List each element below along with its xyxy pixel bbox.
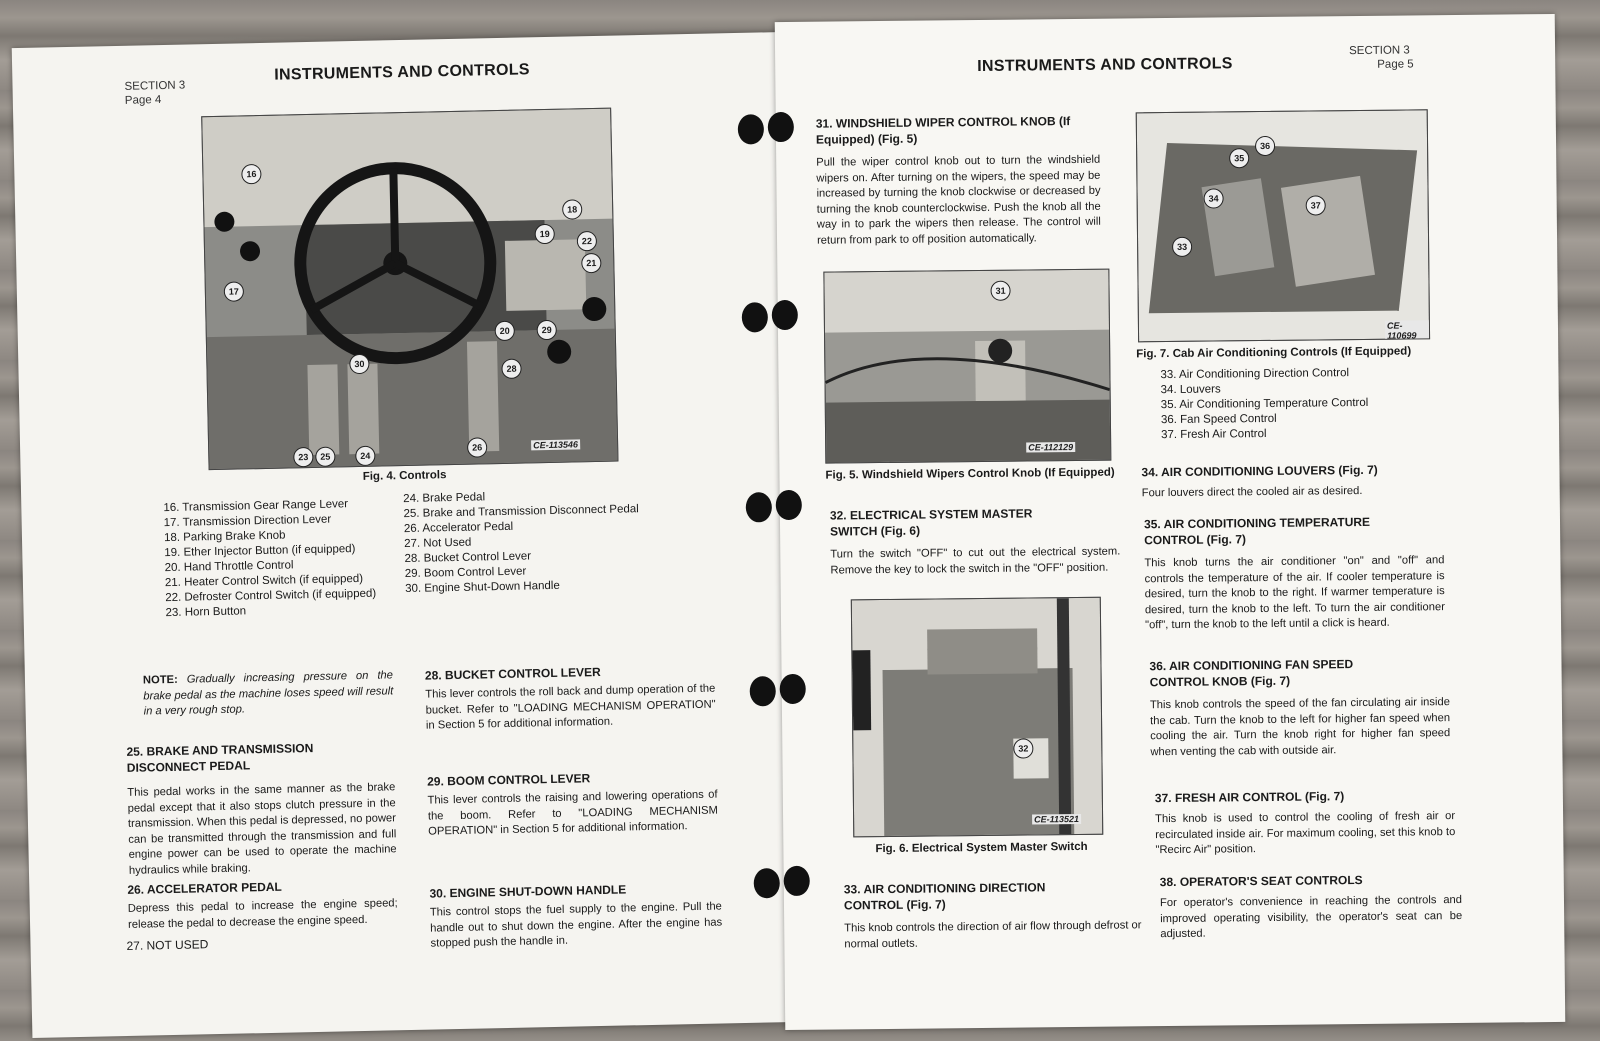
binder-hole — [776, 490, 802, 520]
body-34: Four louvers direct the cooled air as desired. — [1141, 484, 1363, 500]
heading-35: 35. AIR CONDITIONING TEMPERATURE CONTROL (Fig. 7) — [1143, 514, 1371, 548]
binder-hole — [772, 300, 798, 330]
callout-21: 21 — [581, 253, 601, 273]
binder-hole — [768, 112, 794, 142]
heading-29: 29. BOOM CONTROL LEVER — [427, 771, 591, 789]
fig4-controls-photo — [201, 108, 618, 471]
fig6-master-switch-photo — [851, 597, 1103, 838]
body-30: This control stops the fuel supply to the engine. Pull the handle out to shut down the engine. After the engine has stopped push the handle in. — [429, 900, 723, 950]
body-35: This knob turns the air conditioner "on" and "off" and controls the temperature of the air. If cooler temperature is desired, turn the knob to the right. If warmer temperature is desired, turn the knob to the left. To turn the air conditioner "off", turn the knob to the left until a click is heard. — [1144, 554, 1445, 632]
body-33: This knob controls the direction of air flow through defrost or normal outlets. — [844, 919, 1142, 950]
heading-27: 27. NOT USED — [126, 937, 209, 953]
fig6-caption: Fig. 6. Electrical System Master Switch — [875, 840, 1088, 856]
callout-36: 36 — [1255, 136, 1275, 156]
right-page — [775, 14, 1566, 1030]
callout-16: 16 — [241, 164, 261, 184]
page-title: INSTRUMENTS AND CONTROLS — [274, 61, 530, 84]
callout-19: 19 — [535, 224, 555, 244]
callout-17: 17 — [224, 281, 244, 301]
fig7-legend — [1160, 365, 1431, 443]
page-number: Page 4 — [124, 94, 162, 107]
callout-29: 29 — [537, 320, 557, 340]
callout-25: 25 — [315, 446, 335, 466]
callout-33: 33 — [1172, 237, 1192, 257]
callout-37: 37 — [1306, 195, 1326, 215]
list-item: 22. Defroster Control Switch (if equipped) — [165, 587, 377, 605]
list-item: 33. Air Conditioning Direction Control — [1160, 367, 1350, 382]
callout-26: 26 — [467, 437, 487, 457]
body-37: This knob is used to control the cooling of fresh air or recirculated inside air. For maximum cooling, set this knob to "Recirc Air" position. — [1155, 810, 1456, 857]
figure-code: CE-110699 — [1385, 320, 1429, 340]
list-item: 35. Air Conditioning Temperature Control — [1160, 396, 1369, 412]
binder-hole — [750, 676, 776, 706]
heading-36: 36. AIR CONDITIONING FAN SPEED CONTROL KNOB (Fig. 7) — [1149, 657, 1354, 690]
callout-18: 18 — [562, 199, 582, 219]
list-item: 28. Bucket Control Lever — [404, 550, 532, 566]
binder-hole — [738, 114, 764, 144]
callout-24: 24 — [355, 446, 375, 466]
callout-34: 34 — [1204, 188, 1224, 208]
list-item: 19. Ether Injector Button (if equipped) — [164, 543, 356, 560]
left-page — [12, 32, 803, 1038]
body-36: This knob controls the speed of the fan circulating air inside the cab. Turn the knob to the left for higher fan speed when cooling the air. Turn the knob right for higher fan speed when venting the cab with outside air. — [1149, 696, 1451, 758]
binder-hole — [780, 674, 806, 704]
list-item: 17. Transmission Direction Lever — [163, 513, 332, 530]
list-item: 20. Hand Throttle Control — [164, 559, 294, 575]
figure-code: CE-113546 — [533, 439, 579, 451]
section-label: SECTION 3 — [1349, 44, 1410, 58]
fig4-caption: Fig. 4. Controls — [362, 469, 447, 483]
list-item: 36. Fan Speed Control — [1160, 412, 1277, 427]
heading-26: 26. ACCELERATOR PEDAL — [127, 879, 282, 897]
body-28: This lever controls the roll back and dump operation of the bucket. Refer to "LOADING MECHANISM OPERATION" in Section 5 for additional information. — [425, 682, 716, 732]
list-item: 34. Louvers — [1160, 383, 1221, 397]
fig5-caption: Fig. 5. Windshield Wipers Control Knob (If Equipped) — [825, 466, 1115, 482]
heading-31: 31. WINDSHIELD WIPER CONTROL KNOB (If Equipped) (Fig. 5) — [815, 114, 1071, 147]
body-38: For operator's convenience in reaching the controls and improved operating visibility, the operator's seat can be adjusted. — [1159, 893, 1463, 941]
binder-hole — [742, 302, 768, 332]
list-item: 27. Not Used — [404, 536, 472, 551]
fig7-cab-ac-photo — [1136, 109, 1430, 342]
list-item: 18. Parking Brake Knob — [163, 529, 286, 545]
heading-38: 38. OPERATOR'S SEAT CONTROLS — [1159, 873, 1363, 890]
fig4-legend-col2 — [403, 486, 685, 597]
body-32: Turn the switch "OFF" to cut out the electrical system. Remove the key to lock the switch in the "OFF" position. — [830, 545, 1121, 577]
cab-ac-illustration — [1137, 110, 1429, 341]
callout-35: 35 — [1229, 148, 1249, 168]
list-item: 24. Brake Pedal — [403, 491, 486, 506]
note-label: NOTE: — [142, 673, 178, 687]
list-item: 26. Accelerator Pedal — [403, 520, 514, 536]
list-item: 37. Fresh Air Control — [1161, 427, 1267, 442]
callout-22: 22 — [577, 231, 597, 251]
body-25: This pedal works in the same manner as the brake pedal except that it also stops clutch pressure in the transmission. When this pedal is depressed, no power can be transmitted through the transmission and full engine power can be used to operate the machine hydraulics while braking. — [127, 781, 397, 877]
section-label: SECTION 3 — [124, 79, 186, 93]
note-text: Gradually increasing pressure on the brake pedal as the machine loses speed will result in a very rough stop. — [143, 669, 394, 718]
callout-30: 30 — [349, 354, 369, 374]
list-item: 21. Heater Control Switch (if equipped) — [164, 572, 364, 590]
heading-32: 32. ELECTRICAL SYSTEM MASTER SWITCH (Fig. 6) — [829, 506, 1033, 539]
list-item: 23. Horn Button — [165, 605, 247, 620]
note-block — [143, 668, 394, 720]
heading-28: 28. BUCKET CONTROL LEVER — [424, 664, 601, 683]
callout-28: 28 — [501, 359, 521, 379]
heading-34: 34. AIR CONDITIONING LOUVERS (Fig. 7) — [1141, 462, 1378, 480]
list-item: 30. Engine Shut-Down Handle — [405, 579, 560, 596]
page-number: Page 5 — [1377, 58, 1414, 71]
callout-23: 23 — [293, 447, 313, 467]
callout-32: 32 — [1013, 738, 1033, 758]
body-26: Depress this pedal to increase the engine speed; release the pedal to decrease the engine speed. — [127, 897, 398, 931]
heading-33: 33. AIR CONDITIONING DIRECTION CONTROL (Fig. 7) — [843, 880, 1046, 913]
fig7-caption: Fig. 7. Cab Air Conditioning Controls (If Equipped) — [1136, 345, 1412, 361]
dashboard-illustration — [202, 109, 617, 469]
wiper-illustration — [824, 270, 1110, 463]
fig5-wiper-photo — [823, 269, 1111, 464]
list-item: 16. Transmission Gear Range Lever — [163, 498, 349, 515]
list-item: 25. Brake and Transmission Disconnect Pedal — [403, 503, 639, 521]
master-switch-illustration — [852, 598, 1102, 837]
heading-30: 30. ENGINE SHUT-DOWN HANDLE — [429, 882, 627, 901]
figure-code: CE-113521 — [1034, 813, 1080, 825]
binder-hole — [746, 492, 772, 522]
body-31: Pull the wiper control knob out to turn the windshield wipers on. After turning on the wipers, the speed may be increased by turning the knob clockwise or decreased by turning the knob counterclockwise. Push the knob all the way in to park the wipers then release. The control will return from park to off position automatically. — [816, 153, 1101, 247]
callout-31: 31 — [990, 281, 1010, 301]
callout-20: 20 — [495, 321, 515, 341]
body-29: This lever controls the raising and lowering operations of the boom. Refer to "LOADING MECHANISM OPERATION" in Section 5 for additional information. — [427, 788, 718, 838]
heading-37: 37. FRESH AIR CONTROL (Fig. 7) — [1154, 789, 1345, 806]
list-item: 29. Boom Control Lever — [404, 565, 527, 581]
figure-code: CE-112129 — [1028, 442, 1074, 453]
page-title: INSTRUMENTS AND CONTROLS — [977, 55, 1233, 75]
heading-25: 25. BRAKE AND TRANSMISSION DISCONNECT PEDAL — [126, 741, 314, 775]
binder-hole — [784, 866, 810, 896]
binder-hole — [754, 868, 780, 898]
fig4-legend-col1 — [163, 496, 405, 621]
